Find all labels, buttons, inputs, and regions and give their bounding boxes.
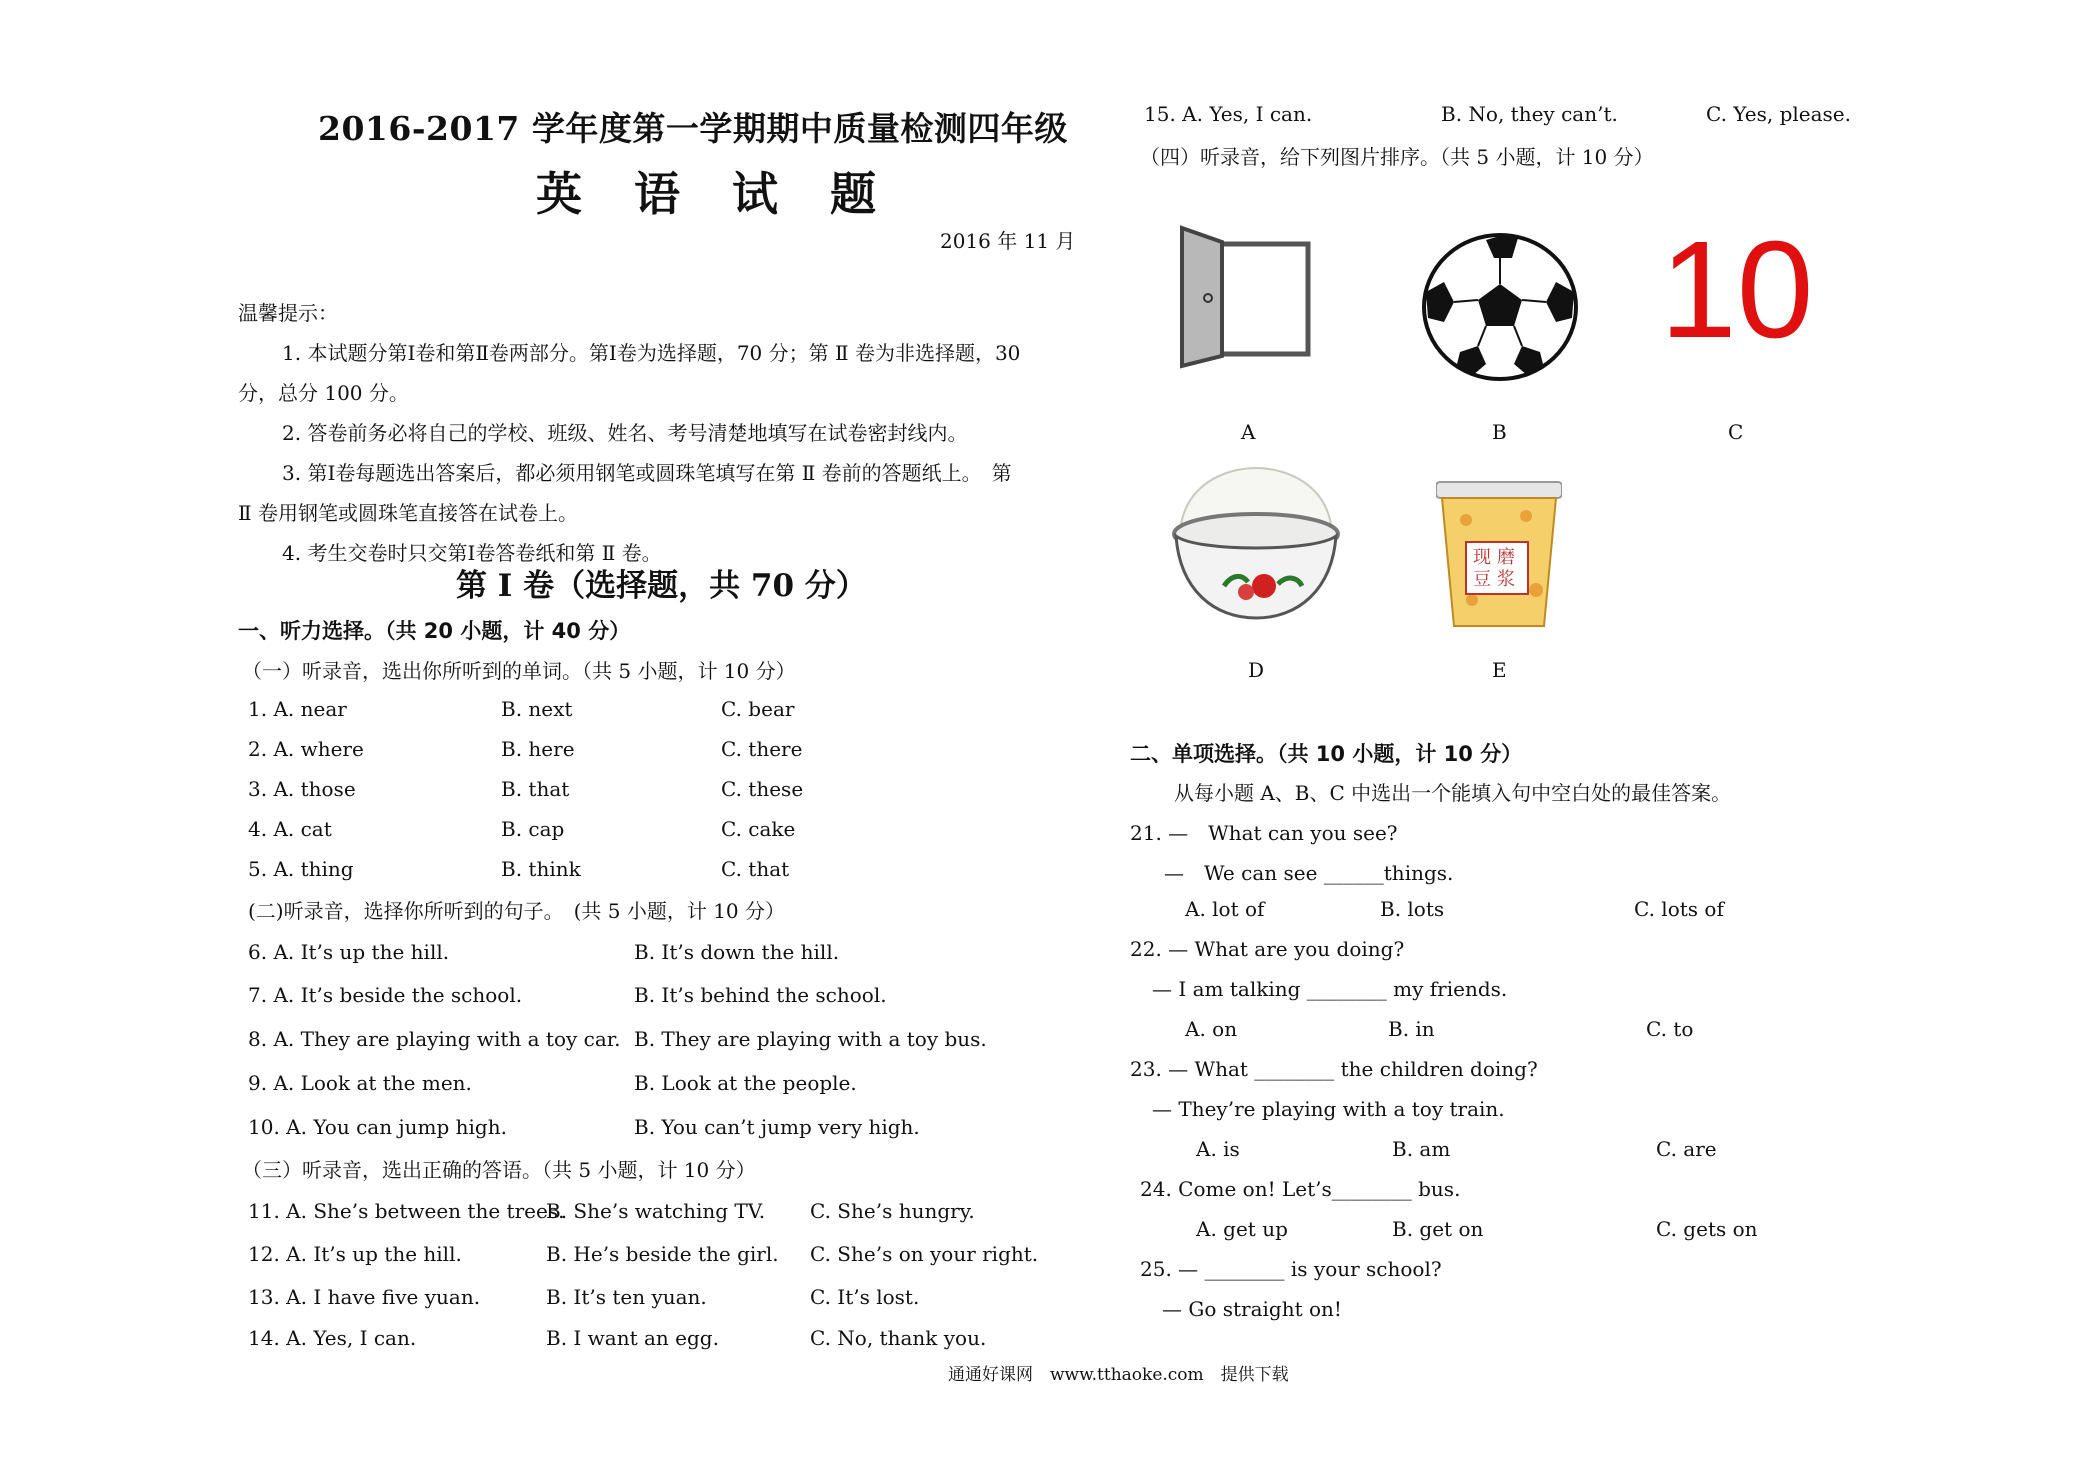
picture-label: E — [1492, 658, 1507, 682]
section2-heading: 二、单项选择。（共 10 小题，计 10 分） — [1130, 742, 1523, 766]
picture-label: C — [1728, 420, 1744, 444]
question-option: B. Look at the people. — [634, 1071, 857, 1095]
question-option: C. bear — [721, 697, 795, 721]
question-option: 8. A. They are playing with a toy car. — [248, 1027, 621, 1051]
section2-instruction: 从每小题 A、B、C 中选出一个能填入句中空白处的最佳答案。 — [1174, 781, 1732, 805]
question-option: 4. A. cat — [248, 817, 332, 841]
exam-date: 2016 年 11 月 — [940, 229, 1076, 253]
sub2-heading: (二)听录音，选择你所听到的句子。 (共 5 小题，计 10 分） — [248, 899, 786, 923]
question-option: 1. A. near — [248, 697, 347, 721]
question-stem: — They’re playing with a toy train. — [1152, 1097, 1505, 1121]
question-option: B. think — [501, 857, 581, 881]
question-stem: 21. — What can you see? — [1130, 821, 1398, 845]
question-option: A. is — [1196, 1137, 1240, 1161]
sub4-heading: （四）听录音，给下列图片排序。（共 5 小题，计 10 分） — [1140, 145, 1654, 169]
question-stem: — I am talking ________ my friends. — [1152, 977, 1508, 1001]
question-option: 9. A. Look at the men. — [248, 1071, 472, 1095]
cup-label-text: 现磨豆浆 — [1473, 547, 1521, 590]
question-option: A. get up — [1196, 1217, 1288, 1241]
question-option: 11. A. She’s between the trees. — [248, 1199, 565, 1223]
door-icon — [1178, 222, 1314, 370]
question-stem: 22. — What are you doing? — [1130, 937, 1405, 961]
question-stem: — Go straight on! — [1162, 1297, 1342, 1321]
question-option: 6. A. It’s up the hill. — [248, 940, 450, 964]
question-option: B. I want an egg. — [546, 1326, 719, 1350]
question-option: C. Yes, please. — [1706, 102, 1851, 126]
section1-heading: 一、听力选择。（共 20 小题，计 40 分） — [238, 619, 631, 643]
sub1-heading: （一）听录音，选出你所听到的单词。（共 5 小题，计 10 分） — [242, 659, 796, 683]
question-option: C. these — [721, 777, 804, 801]
sub3-heading: （三）听录音，选出正确的答语。（共 5 小题，计 10 分） — [242, 1158, 756, 1182]
question-option: B. He’s beside the girl. — [546, 1242, 779, 1266]
tip-line: 4. 考生交卷时只交第Ⅰ卷答卷纸和第 Ⅱ 卷。 — [282, 541, 662, 565]
question-option: B. get on — [1392, 1217, 1484, 1241]
question-stem: 25. — ________ is your school? — [1140, 1257, 1442, 1281]
soccer-ball-icon — [1420, 232, 1580, 382]
question-option: A. lot of — [1185, 897, 1265, 921]
question-option: B. next — [501, 697, 573, 721]
question-option: 3. A. those — [248, 777, 356, 801]
question-option: C. cake — [721, 817, 796, 841]
question-option: 15. A. Yes, I can. — [1144, 102, 1313, 126]
question-stem: 24. Come on! Let’s________ bus. — [1140, 1177, 1461, 1201]
question-option: B. here — [501, 737, 575, 761]
picture-label: A — [1241, 420, 1256, 444]
question-option: B. in — [1388, 1017, 1435, 1041]
question-option: 13. A. I have five yuan. — [248, 1285, 481, 1309]
question-option: C. She’s on your right. — [810, 1242, 1039, 1266]
question-option: 12. A. It’s up the hill. — [248, 1242, 462, 1266]
question-option: B. cap — [501, 817, 565, 841]
question-option: B. It’s ten yuan. — [546, 1285, 707, 1309]
question-option: C. to — [1646, 1017, 1694, 1041]
tip-line: 分，总分 100 分。 — [238, 381, 409, 405]
rice-bowl-icon — [1166, 462, 1346, 627]
picture-label: B — [1492, 420, 1507, 444]
question-option: B. lots — [1380, 897, 1445, 921]
question-stem: — We can see ______things. — [1164, 861, 1454, 885]
question-option: B. that — [501, 777, 570, 801]
tip-line: 1. 本试题分第Ⅰ卷和第Ⅱ卷两部分。第Ⅰ卷为选择题，70 分；第 Ⅱ 卷为非选择题，30 — [282, 341, 1021, 365]
question-option: 2. A. where — [248, 737, 364, 761]
question-option: A. on — [1185, 1017, 1238, 1041]
number-ten-image: 10 — [1660, 213, 1814, 367]
question-option: C. there — [721, 737, 803, 761]
question-option: B. It’s down the hill. — [634, 940, 840, 964]
question-option: 7. A. It’s beside the school. — [248, 983, 523, 1007]
exam-title: 2016-2017 学年度第一学期期中质量检测四年级 — [318, 109, 1068, 148]
question-option: B. You can’t jump very high. — [634, 1115, 920, 1139]
question-option: C. gets on — [1656, 1217, 1758, 1241]
tip-line: 2. 答卷前务必将自己的学校、班级、姓名、考号清楚地填写在试卷密封线内。 — [282, 421, 968, 445]
tip-line: 3. 第Ⅰ卷每题选出答案后，都必须用钢笔或圆珠笔填写在第 Ⅱ 卷前的答题纸上。 第 — [282, 461, 1012, 485]
question-option: C. that — [721, 857, 790, 881]
question-option: C. are — [1656, 1137, 1717, 1161]
question-option: C. lots of — [1634, 897, 1724, 921]
exam-subtitle: 英 语 试 题 — [536, 167, 895, 221]
question-option: C. She’s hungry. — [810, 1199, 975, 1223]
footer-source: 通通好课网 www.tthaoke.com 提供下载 — [948, 1365, 1289, 1385]
question-option: 5. A. thing — [248, 857, 354, 881]
question-option: B. It’s behind the school. — [634, 983, 887, 1007]
question-option: B. am — [1392, 1137, 1451, 1161]
question-stem: 23. — What ________ the children doing? — [1130, 1057, 1538, 1081]
part1-heading: 第 I 卷（选择题，共 70 分） — [456, 568, 867, 604]
question-option: C. No, thank you. — [810, 1326, 987, 1350]
question-option: 14. A. Yes, I can. — [248, 1326, 417, 1350]
question-option: B. They are playing with a toy bus. — [634, 1027, 987, 1051]
question-option: C. It’s lost. — [810, 1285, 920, 1309]
tip-line: Ⅱ 卷用钢笔或圆珠笔直接答在试卷上。 — [238, 501, 578, 525]
question-option: B. She’s watching TV. — [546, 1199, 766, 1223]
question-option: 10. A. You can jump high. — [248, 1115, 507, 1139]
question-option: B. No, they can’t. — [1441, 102, 1618, 126]
picture-label: D — [1248, 658, 1265, 682]
tips-heading: 温馨提示： — [238, 301, 338, 325]
